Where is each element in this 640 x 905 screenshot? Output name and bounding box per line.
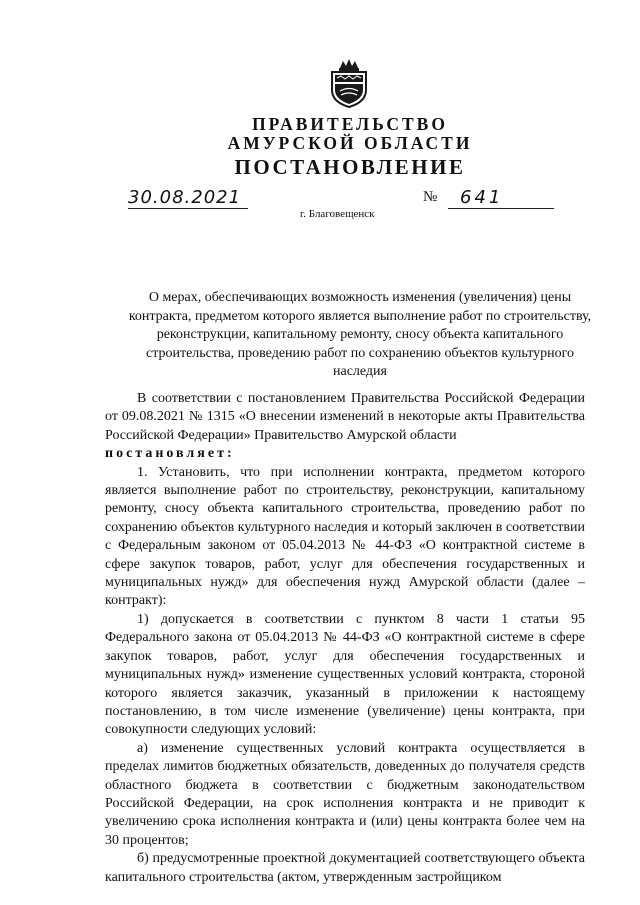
organization-name-line2: АМУРСКОЙ ОБЛАСТИ <box>227 133 473 153</box>
decree-word: постановляет: <box>105 446 235 462</box>
document-number: 641 <box>448 188 554 209</box>
paragraph-item-1-1: 1) допускается в соответствии с пунктом 8 части 1 статьи 95 Федерального закона от 05.04.2013 № 44-ФЗ «О контрактной системе в сфере закупок товаров, работ, услуг для обеспечения государственных и муниципальных нужд» изменение существенных условий контракта, стороной которого является заказчик, указанный в приложении к настоящему постановлению, в том числе изменение (увеличение) цены контракта, при совокупности следующих условий: <box>105 611 585 738</box>
preamble-paragraph: В соответствии с постановлением Правительства Российской Федерации от 09.08.2021 № 1315 «О внесении изменений в некоторые акты Правительства Российской Федерации» Правительство Амурской области <box>105 391 585 443</box>
number-sign: № <box>423 189 438 205</box>
document-subject: О мерах, обеспечивающих возможность изменения (увеличения) цены контракта, предметом которого является выполнение работ по строительству, реконструкции, капитальному ремонту, сносу объекта капитального строительства, проведению работ по сохранению объектов культурного наследия <box>128 290 592 379</box>
city-label: г. Благовещенск <box>300 208 375 220</box>
document-date: 30.08.2021 <box>128 188 248 209</box>
paragraph-item-b: б) предусмотренные проектной документацией соответствующего объекта капитального строительства (актом, утвержденным застройщиком <box>105 851 585 885</box>
paragraph-item-a: а) изменение существенных условий контракта осуществляется в пределах лимитов бюджетных обязательств, доведенных до получателя средств областного бюджета в соответствии с бюджетным законодательством Российской Федерации, на срок исполнения контракта и не приводит к увеличению срока исполнения контракта и (или) цены контракта более чем на 30 процентов; <box>105 740 585 848</box>
organization-name-line1: ПРАВИТЕЛЬСТВО <box>252 114 448 134</box>
coat-of-arms-icon <box>328 58 370 108</box>
document-type: ПОСТАНОВЛЕНИЕ <box>234 155 466 179</box>
paragraph-item-1: 1. Установить, что при исполнении контракта, предметом которого является выполнение работ по строительству, реконструкции, капитальному ремонту, сносу объекта капитального строительства, проведению работ по сохранению объектов культурного наследия и который заключен в соответствии с Федеральным законом от 05.04.2013 № 44-ФЗ «О контрактной системе в сфере закупок товаров, работ, услуг для обеспечения государственных и муниципальных нужд» для обеспечения нужд Амурской области (далее – контракт): <box>105 464 585 609</box>
document-body <box>105 390 585 887</box>
